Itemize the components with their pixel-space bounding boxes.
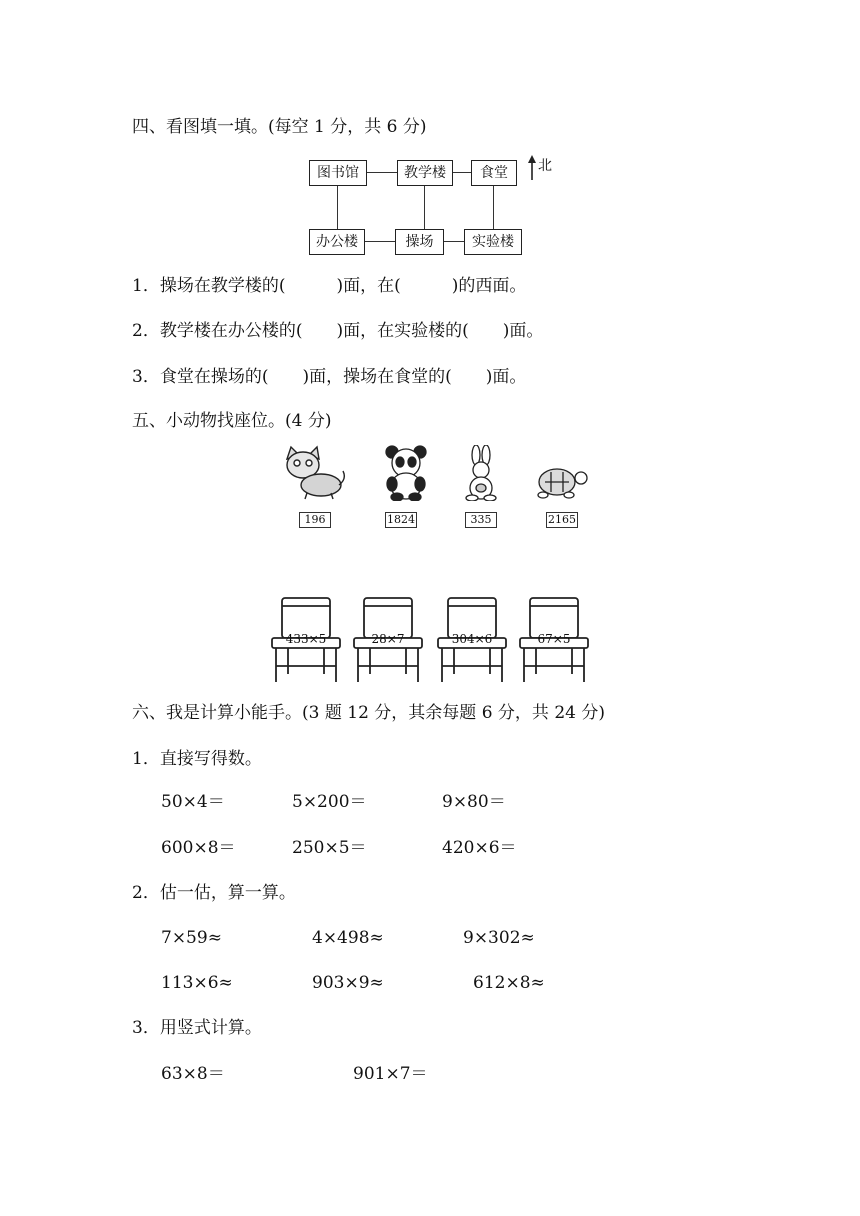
section-4-title: 四、看图填一填。(每空 1 分，共 6 分) bbox=[132, 117, 427, 137]
question-6-2-title: 2．估一估，算一算。 bbox=[132, 883, 296, 903]
problem: 50×4＝ bbox=[161, 792, 225, 812]
map-node-playground: 操场 bbox=[395, 229, 444, 255]
section-6-title: 六、我是计算小能手。(3 题 12 分，其余每题 6 分，共 24 分) bbox=[132, 703, 605, 723]
north-label: 北 bbox=[538, 158, 552, 174]
problem: 4×498≈ bbox=[312, 928, 384, 948]
question-4-2: 2．教学楼在办公楼的( )面，在实验楼的( )面。 bbox=[132, 321, 544, 341]
problem: 250×5＝ bbox=[292, 838, 367, 858]
animal-number-rabbit: 335 bbox=[465, 512, 497, 528]
north-arrow-icon bbox=[526, 155, 538, 181]
map-node-canteen: 食堂 bbox=[471, 160, 517, 186]
chair-expression: 28×7 bbox=[371, 632, 405, 646]
problem: 9×302≈ bbox=[463, 928, 535, 948]
chair-4 bbox=[516, 596, 592, 684]
map-line-vertical-left bbox=[337, 186, 338, 230]
cat-icon bbox=[279, 445, 347, 501]
rabbit-icon bbox=[464, 445, 498, 501]
question-4-1: 1．操场在教学楼的( )面，在( )的西面。 bbox=[132, 276, 527, 296]
chair-expression: 304×6 bbox=[451, 632, 493, 646]
map-line-vertical-middle bbox=[424, 186, 425, 230]
chair-expression: 433×5 bbox=[285, 632, 327, 646]
problem: 600×8＝ bbox=[161, 838, 236, 858]
problem: 420×6＝ bbox=[442, 838, 517, 858]
chair-expression: 67×5 bbox=[537, 632, 571, 646]
map-node-library: 图书馆 bbox=[309, 160, 367, 186]
section-5-title: 五、小动物找座位。(4 分) bbox=[132, 411, 332, 431]
map-line-top-left bbox=[365, 172, 397, 173]
map-line-vertical-right bbox=[493, 186, 494, 230]
problem: 113×6≈ bbox=[161, 973, 233, 993]
map-line-bottom-left bbox=[363, 241, 395, 242]
question-6-1-title: 1．直接写得数。 bbox=[132, 749, 262, 769]
animal-number-turtle: 2165 bbox=[548, 513, 576, 526]
problem: 901×7＝ bbox=[353, 1064, 428, 1084]
animal-number-panda: 1824 bbox=[387, 513, 415, 526]
problem: 612×8≈ bbox=[473, 973, 545, 993]
map-line-top-right bbox=[451, 172, 471, 173]
chair-2 bbox=[350, 596, 426, 684]
map-node-lab: 实验楼 bbox=[464, 229, 522, 255]
chair-3 bbox=[434, 596, 510, 684]
problem: 63×8＝ bbox=[161, 1064, 225, 1084]
panda-icon bbox=[383, 445, 429, 501]
question-6-3-title: 3．用竖式计算。 bbox=[132, 1018, 262, 1038]
turtle-icon bbox=[533, 462, 589, 500]
problem: 903×9≈ bbox=[312, 973, 384, 993]
problem: 7×59≈ bbox=[161, 928, 222, 948]
map-node-office: 办公楼 bbox=[309, 229, 365, 255]
map-node-teaching-building: 教学楼 bbox=[397, 160, 453, 186]
problem: 5×200＝ bbox=[292, 792, 367, 812]
animal-number-cat: 196 bbox=[299, 512, 331, 528]
question-4-3: 3．食堂在操场的( )面，操场在食堂的( )面。 bbox=[132, 367, 527, 387]
problem: 9×80＝ bbox=[442, 792, 506, 812]
chair-1 bbox=[268, 596, 344, 684]
map-line-bottom-right bbox=[442, 241, 464, 242]
